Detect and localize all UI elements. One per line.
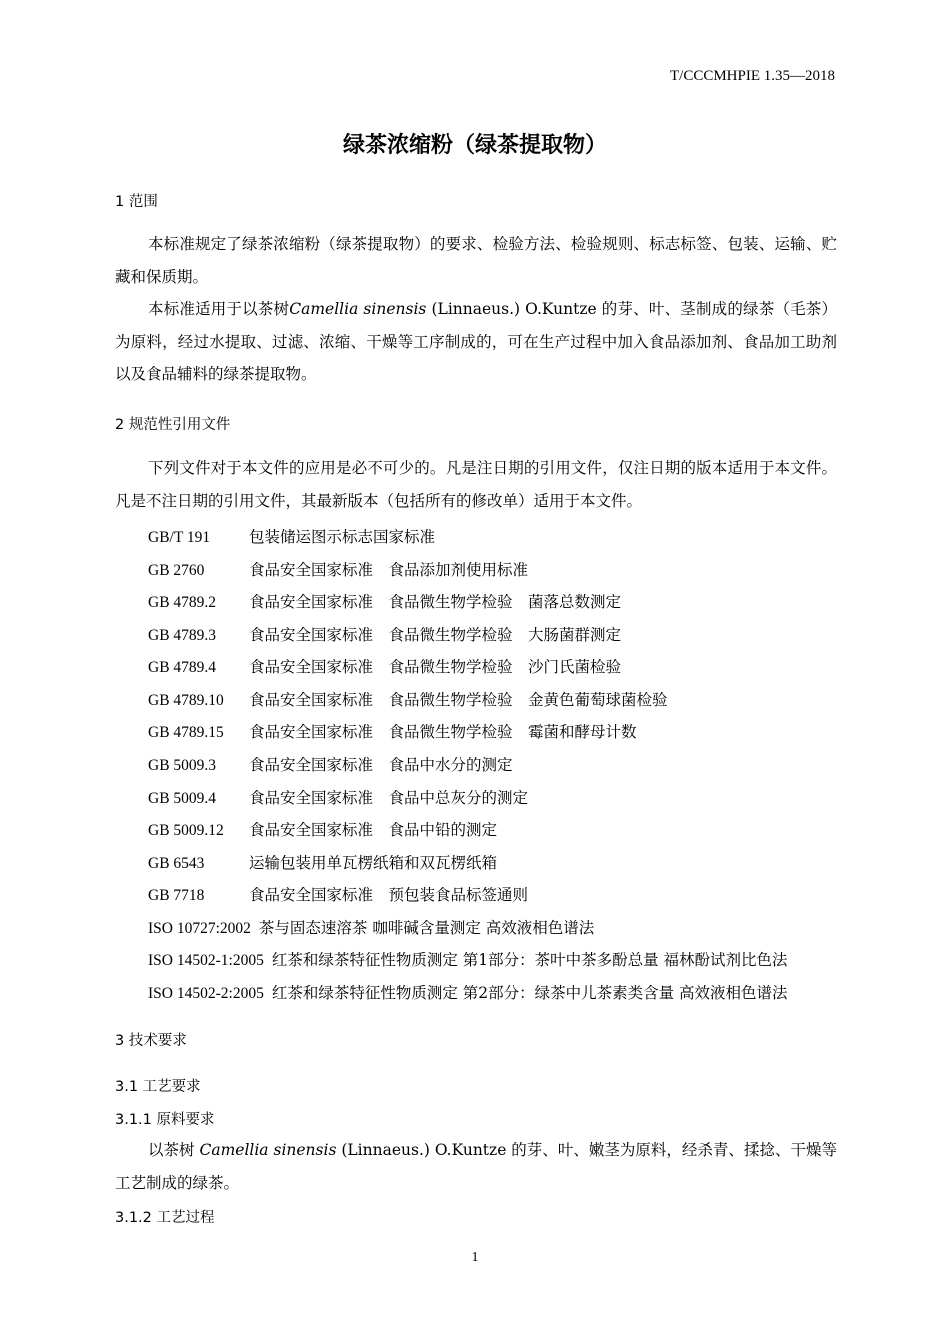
reference-title: 食品安全国家标准 食品微生物学检验 菌落总数测定 <box>249 593 622 611</box>
reference-title: 食品安全国家标准 食品中总灰分的测定 <box>249 789 529 807</box>
reference-code: GB/T 191 <box>148 529 211 546</box>
reference-title: 运输包装用单瓦楞纸箱和双瓦楞纸箱 <box>249 854 498 872</box>
reference-item <box>148 851 497 873</box>
reference-item <box>148 688 668 710</box>
reference-item <box>148 720 637 742</box>
reference-code: GB 4789.2 <box>148 594 217 611</box>
reference-item <box>148 981 788 1003</box>
reference-item <box>148 525 435 547</box>
reference-title: 食品安全国家标准 食品中铅的测定 <box>249 821 498 839</box>
subsection-heading-raw: 3.1.1 原料要求 <box>115 1112 215 1128</box>
reference-title: 红茶和绿茶特征性物质测定 第2部分：绿茶中儿茶素类含量 高效液相色谱法 <box>271 984 788 1002</box>
section-heading-scope: 1 范围 <box>115 194 158 210</box>
reference-title: 食品安全国家标准 食品添加剂使用标准 <box>249 561 529 579</box>
reference-item <box>148 655 621 677</box>
reference-title: 食品安全国家标准 食品微生物学检验 沙门氏菌检验 <box>249 658 622 676</box>
scope-paragraph-1: 本标准规定了绿茶浓缩粉（绿茶提取物）的要求、检验方法、检验规则、标志标签、包装、运输、贮藏和保质期。 <box>115 235 837 286</box>
reference-code: GB 2760 <box>148 562 205 579</box>
scope-paragraph-2 <box>115 293 837 391</box>
page-title: 绿茶浓缩粉（绿茶提取物） <box>342 133 607 158</box>
reference-title: 食品安全国家标准 食品微生物学检验 霉菌和酵母计数 <box>249 723 637 741</box>
reference-item <box>148 786 528 808</box>
reference-code: GB 5009.3 <box>148 757 217 774</box>
reference-code: GB 7718 <box>148 887 205 904</box>
reference-title: 食品安全国家标准 食品中水分的测定 <box>249 756 513 774</box>
reference-code: GB 4789.15 <box>148 724 224 741</box>
reference-code: ISO 14502-2:2005 <box>148 985 264 1002</box>
raw-material-paragraph <box>115 1134 837 1199</box>
reference-code: GB 4789.10 <box>148 692 224 709</box>
reference-title: 茶与固态速溶茶 咖啡碱含量测定 高效液相色谱法 <box>258 919 595 937</box>
reference-item <box>148 753 513 775</box>
reference-code: GB 6543 <box>148 855 205 872</box>
document-code: T/CCCMHPIE 1.35—2018 <box>669 68 835 84</box>
reference-item <box>148 883 528 905</box>
scope-p2-text: 本标准适用于以茶树 <box>148 300 290 318</box>
reference-item <box>148 623 621 645</box>
subsection-heading-process: 3.1 工艺要求 <box>115 1079 201 1095</box>
page-number: 1 <box>471 1250 479 1265</box>
reference-item <box>148 558 528 580</box>
subsection-heading-flow: 3.1.2 工艺过程 <box>115 1210 215 1226</box>
reference-item <box>148 948 788 970</box>
reference-item <box>148 590 621 612</box>
raw-text: 以茶树 <box>148 1141 200 1159</box>
reference-code: GB 5009.4 <box>148 790 217 807</box>
reference-item <box>148 916 594 938</box>
raw-latin-name: Camellia sinensis <box>199 1141 337 1159</box>
reference-title: 食品安全国家标准 食品微生物学检验 大肠菌群测定 <box>249 626 622 644</box>
section-heading-normative: 2 规范性引用文件 <box>115 417 231 433</box>
section-heading-tech: 3 技术要求 <box>115 1033 187 1049</box>
reference-title: 食品安全国家标准 食品微生物学检验 金黄色葡萄球菌检验 <box>249 691 668 709</box>
reference-code: GB 5009.12 <box>148 822 224 839</box>
scope-p2-text-rest: (Linnaeus.) O.Kuntze 的芽、叶、茎制成的绿茶（毛茶）为原料，经过水提取、过滤、浓缩、干燥等工序制成的，可在生产过程中加入食品添加剂、食品加工助剂以及食品辅料的绿茶提取物。 <box>115 300 837 383</box>
reference-code: ISO 10727:2002 <box>148 920 251 937</box>
reference-title: 红茶和绿茶特征性物质测定 第1部分：茶叶中茶多酚总量 福林酚试剂比色法 <box>271 951 788 969</box>
reference-title: 包装储运图示标志国家标准 <box>249 528 436 546</box>
scope-p2-latin-name: Camellia sinensis <box>289 300 427 318</box>
reference-code: GB 4789.3 <box>148 627 217 644</box>
raw-text-rest: (Linnaeus.) O.Kuntze 的芽、叶、嫩茎为原料，经杀青、揉捻、干燥等工艺制成的绿茶。 <box>115 1141 837 1192</box>
reference-title: 食品安全国家标准 预包装食品标签通则 <box>249 886 529 904</box>
reference-code: GB 4789.4 <box>148 659 217 676</box>
reference-item <box>148 818 497 840</box>
normative-intro: 下列文件对于本文件的应用是必不可少的。凡是注日期的引用文件，仅注日期的版本适用于本文件。凡是不注日期的引用文件，其最新版本（包括所有的修改单）适用于本文件。 <box>115 459 837 510</box>
reference-code: ISO 14502-1:2005 <box>148 952 264 969</box>
